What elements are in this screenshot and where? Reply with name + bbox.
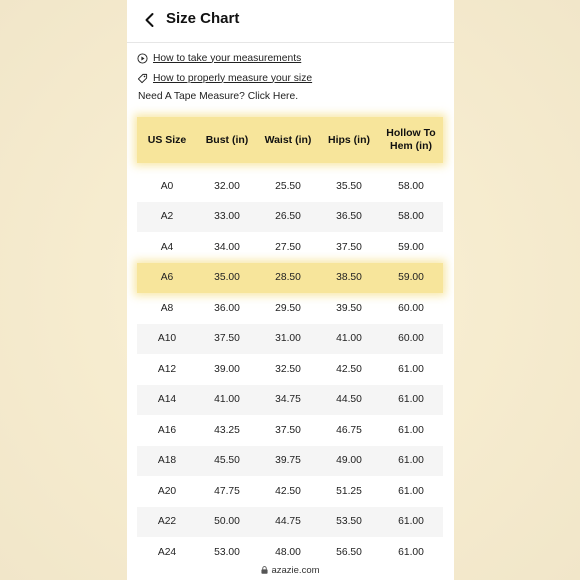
table-cell: 59.00 xyxy=(398,272,424,284)
tape-measure-link[interactable]: Need A Tape Measure? Click Here. xyxy=(138,91,299,102)
measurements-link[interactable] xyxy=(137,50,301,66)
table-cell: 28.50 xyxy=(275,272,301,284)
measure-size-link-label: How to properly measure your size xyxy=(153,72,313,84)
table-cell: 39.50 xyxy=(336,302,362,314)
column-header: Waist (in) xyxy=(264,133,312,146)
table-cell: 31.00 xyxy=(275,333,301,345)
table-cell: A16 xyxy=(157,424,177,436)
table-cell: 29.50 xyxy=(275,302,301,314)
table-row xyxy=(137,232,443,263)
table-row xyxy=(137,171,443,202)
chevron-left-icon[interactable] xyxy=(141,11,159,29)
table-cell: A0 xyxy=(160,180,174,192)
table-cell: 51.25 xyxy=(336,485,362,497)
table-row xyxy=(137,537,443,568)
table-cell: 39.75 xyxy=(275,455,301,467)
column-header: Bust (in) xyxy=(205,133,249,146)
table-body xyxy=(137,171,443,568)
table-row xyxy=(137,354,443,385)
table-cell: 48.00 xyxy=(275,546,301,558)
table-cell: 33.00 xyxy=(214,211,240,223)
phone-screen xyxy=(127,0,454,580)
table-cell: 34.75 xyxy=(275,394,301,406)
table-cell: 49.00 xyxy=(336,455,362,467)
url-text: azazie.com xyxy=(271,565,320,576)
column-header: Hips (in) xyxy=(328,133,370,146)
table-cell: A10 xyxy=(157,333,177,345)
column-header: US Size xyxy=(147,133,187,146)
table-cell: 47.75 xyxy=(214,485,240,497)
table-cell: 42.50 xyxy=(275,485,301,497)
table-cell: A18 xyxy=(157,455,177,467)
table-cell: 37.50 xyxy=(214,333,240,345)
tag-icon xyxy=(137,73,148,84)
table-cell: 36.50 xyxy=(336,211,362,223)
table-cell: 61.00 xyxy=(398,516,424,528)
table-cell: A4 xyxy=(160,241,174,253)
table-cell: 45.50 xyxy=(214,455,240,467)
table-cell: 46.75 xyxy=(336,424,362,436)
table-cell: 61.00 xyxy=(398,455,424,467)
table-row xyxy=(137,324,443,355)
table-cell: 61.00 xyxy=(398,424,424,436)
table-cell: 32.00 xyxy=(214,180,240,192)
table-cell: 61.00 xyxy=(398,485,424,497)
table-cell: 37.50 xyxy=(275,424,301,436)
table-cell: A8 xyxy=(160,302,174,314)
table-cell: 53.50 xyxy=(336,516,362,528)
table-row xyxy=(137,202,443,233)
table-cell: 41.00 xyxy=(214,394,240,406)
table-cell: 39.00 xyxy=(214,363,240,375)
table-cell: 61.00 xyxy=(398,363,424,375)
table-cell: 41.00 xyxy=(336,333,362,345)
table-cell: 59.00 xyxy=(398,241,424,253)
table-cell: A6 xyxy=(160,272,174,284)
table-cell: 61.00 xyxy=(398,394,424,406)
table-cell: 27.50 xyxy=(275,241,301,253)
table-cell: A24 xyxy=(157,546,177,558)
column-header: Hollow To Hem (in) xyxy=(386,127,436,152)
table-cell: 44.50 xyxy=(336,394,362,406)
table-row xyxy=(137,507,443,538)
table-cell: 56.50 xyxy=(336,546,362,558)
table-cell: A20 xyxy=(157,485,177,497)
url-bar[interactable] xyxy=(127,565,454,576)
table-cell: 38.50 xyxy=(336,272,362,284)
measure-size-link[interactable] xyxy=(137,70,312,86)
table-header xyxy=(137,117,443,163)
table-row xyxy=(137,446,443,477)
table-row xyxy=(137,263,443,294)
table-cell: 53.00 xyxy=(214,546,240,558)
table-cell: 32.50 xyxy=(275,363,301,375)
table-cell: 26.50 xyxy=(275,211,301,223)
table-cell: 36.00 xyxy=(214,302,240,314)
lock-icon xyxy=(261,566,268,574)
table-cell: 60.00 xyxy=(398,333,424,345)
table-cell: 35.00 xyxy=(214,272,240,284)
measurements-link-label: How to take your measurements xyxy=(153,52,302,64)
table-cell: 37.50 xyxy=(336,241,362,253)
table-cell: 35.50 xyxy=(336,180,362,192)
table-row xyxy=(137,385,443,416)
size-chart-table xyxy=(137,117,443,568)
play-circle-icon xyxy=(137,53,148,64)
table-cell: A2 xyxy=(160,211,174,223)
table-cell: A12 xyxy=(157,363,177,375)
table-cell: 42.50 xyxy=(336,363,362,375)
table-cell: 43.25 xyxy=(214,424,240,436)
table-row xyxy=(137,415,443,446)
table-row xyxy=(137,293,443,324)
header-bar xyxy=(127,0,454,43)
table-cell: 61.00 xyxy=(398,546,424,558)
table-cell: A22 xyxy=(157,516,177,528)
table-cell: 60.00 xyxy=(398,302,424,314)
table-cell: 50.00 xyxy=(214,516,240,528)
page-title: Size Chart xyxy=(166,10,240,27)
table-cell: A14 xyxy=(157,394,177,406)
table-cell: 44.75 xyxy=(275,516,301,528)
table-row xyxy=(137,476,443,507)
table-cell: 58.00 xyxy=(398,180,424,192)
table-cell: 34.00 xyxy=(214,241,240,253)
table-cell: 25.50 xyxy=(275,180,301,192)
table-cell: 58.00 xyxy=(398,211,424,223)
